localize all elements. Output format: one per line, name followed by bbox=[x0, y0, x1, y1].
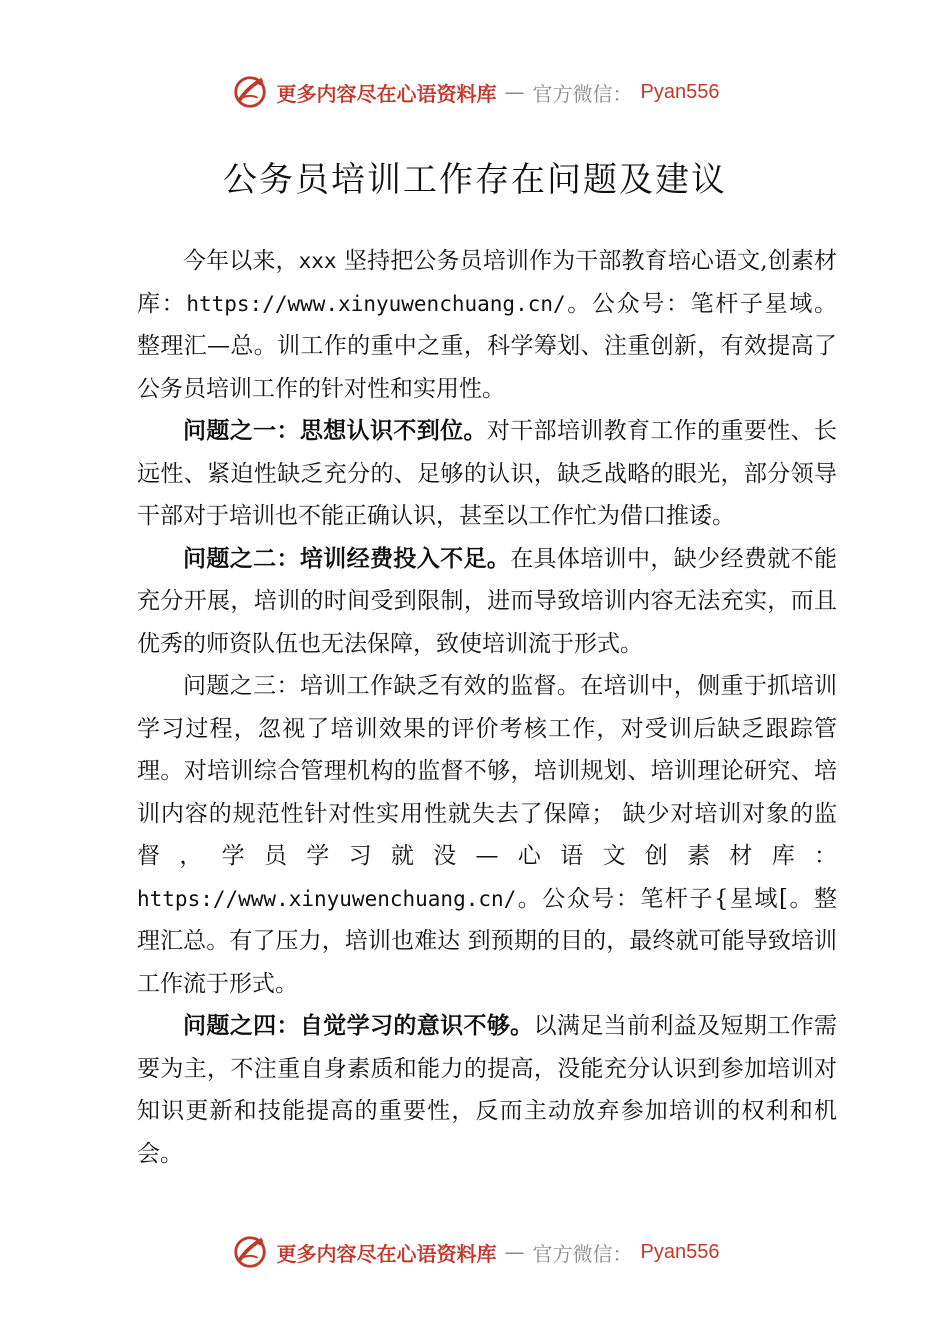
intro-text: 坚持把公务员培训作为干部教育培心语文,创素材库： bbox=[137, 248, 838, 317]
brush-logo-icon bbox=[231, 1233, 269, 1271]
intro-lead: 今年以来， bbox=[183, 248, 299, 274]
problem-4-heading: 问题之四：自觉学习的意识不够。 bbox=[183, 1013, 534, 1039]
problem-3-tail: 。公众号：笔杆子{星域[。整理汇总。有了压力，培训也难达 到预期的目的，最终就可能导致培训工作流于形式。 bbox=[137, 885, 837, 997]
problem-2-heading: 问题之二：培训经费投入不足。 bbox=[183, 545, 511, 572]
watermark-wechat-label: 官方微信： bbox=[532, 1241, 633, 1266]
watermark-banner-bottom bbox=[0, 1230, 950, 1274]
watermark-text: 更多内容尽在心语资料库 bbox=[276, 1241, 497, 1266]
problem-4-body: 以满足当前利益及短期工作需要为主，不注重自身素质和能力的提高，没能充分认识到参加培训对知识更新和技能提高的重要性，反而主动放弃参加培训的权利和机会。 bbox=[137, 1013, 838, 1167]
intro-placeholder: xxx bbox=[298, 249, 337, 273]
watermark-text: 更多内容尽在心语资料库 bbox=[276, 81, 497, 106]
paragraph-problem-3 bbox=[137, 665, 837, 1005]
watermark-wechat-id: Pyan556 bbox=[640, 80, 720, 103]
watermark-wechat-id: Pyan556 bbox=[640, 1240, 720, 1263]
problem-1-heading: 问题之一：思想认识不到位。 bbox=[183, 418, 487, 444]
watermark-banner-top bbox=[0, 70, 950, 114]
watermark-dash: — bbox=[504, 1240, 525, 1264]
problem-3-url: https://www.xinyuwenchuang.cn/ bbox=[137, 886, 517, 911]
brush-logo-icon bbox=[231, 73, 269, 111]
problem-2-body: 在具体培训中，缺少经费就不能充分开展，培训的时间受到限制，进而导致培训内容无法充实，而且优秀的师资队伍也无法保障，致使培训流于形式。 bbox=[137, 545, 838, 657]
problem-1-body: 对干部培训教育工作的重要性、长远性、紧迫性缺乏充分的、足够的认识，缺乏战略的眼光，部分领导干部对于培训也不能正确认识，甚至以工作忙为借口推诿。 bbox=[137, 418, 838, 529]
watermark-dash: — bbox=[504, 80, 525, 104]
document-body bbox=[137, 240, 837, 1175]
page-title: 公务员培训工作存在问题及建议 bbox=[223, 160, 727, 200]
paragraph-problem-1 bbox=[137, 410, 837, 538]
paragraph-problem-2 bbox=[137, 538, 837, 666]
watermark-wechat-label: 官方微信： bbox=[532, 81, 633, 106]
intro-tail: 。公众号：笔杆子星域。整理汇—总。训工作的重中之重，科学筹划、注重创新，有效提高了公务员培训工作的针对性和实用性。 bbox=[137, 290, 838, 402]
paragraph-intro bbox=[137, 240, 837, 410]
problem-3-text: 问题之三：培训工作缺乏有效的监督。在培训中，侧重于抓培训学习过程，忽视了培训效果的评价考核工作，对受训后缺乏跟踪管理。对培训综合管理机构的监督不够，培训规划、培训理论研究、培训内容的规范性针对性实用性就失去了保障； 缺少对培训对象的监督，学员学习就没—心语文创素材库： bbox=[137, 673, 837, 869]
paragraph-problem-4 bbox=[137, 1005, 837, 1175]
intro-url: https://www.xinyuwenchuang.cn/ bbox=[186, 291, 566, 316]
